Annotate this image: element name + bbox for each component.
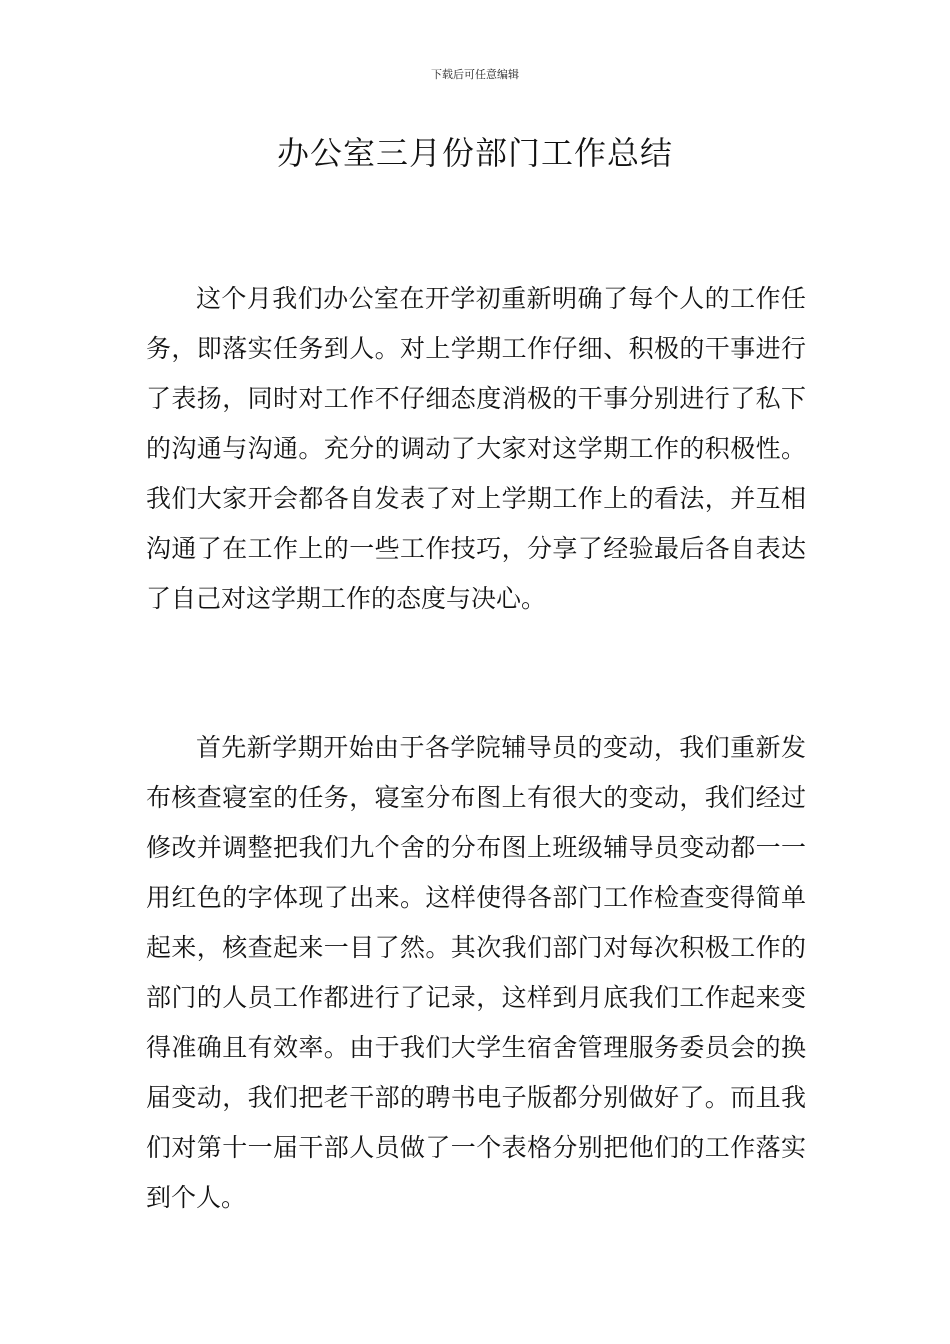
page-title: 办公室三月份部门工作总结 xyxy=(276,134,673,172)
header-note: 下载后可任意编辑 xyxy=(431,68,519,81)
body-paragraph: 首先新学期开始由于各学院辅导员的变动，我们重新发布核查寝室的任务，寝室分布图上有很大的变动，我们经过修改并调整把我们九个舍的分布图上班级辅导员变动都一一用红色的字体现了出来。这样使得各部门工作检查变得简单起来，核查起来一目了然。其次我们部门对每次积极工作的部门的人员工作都进行了记录，这样到月底我们工作起来变得准确且有效率。由于我们大学生宿舍管理服务委员会的换届变动，我们把老干部的聘书电子版都分别做好了。而且我们对第十一届干部人员做了一个表格分别把他们的工作落实到个人。 xyxy=(146,733,806,1212)
body-paragraph: 这个月我们办公室在开学初重新明确了每个人的工作任务，即落实任务到人。对上学期工作仔细、积极的干事进行了表扬，同时对工作不仔细态度消极的干事分别进行了私下的沟通与沟通。充分的调动了大家对这学期工作的积极性。我们大家开会都各自发表了对上学期工作上的看法，并互相沟通了在工作上的一些工作技巧，分享了经验最后各自表达了自己对这学期工作的态度与决心。 xyxy=(146,284,806,613)
